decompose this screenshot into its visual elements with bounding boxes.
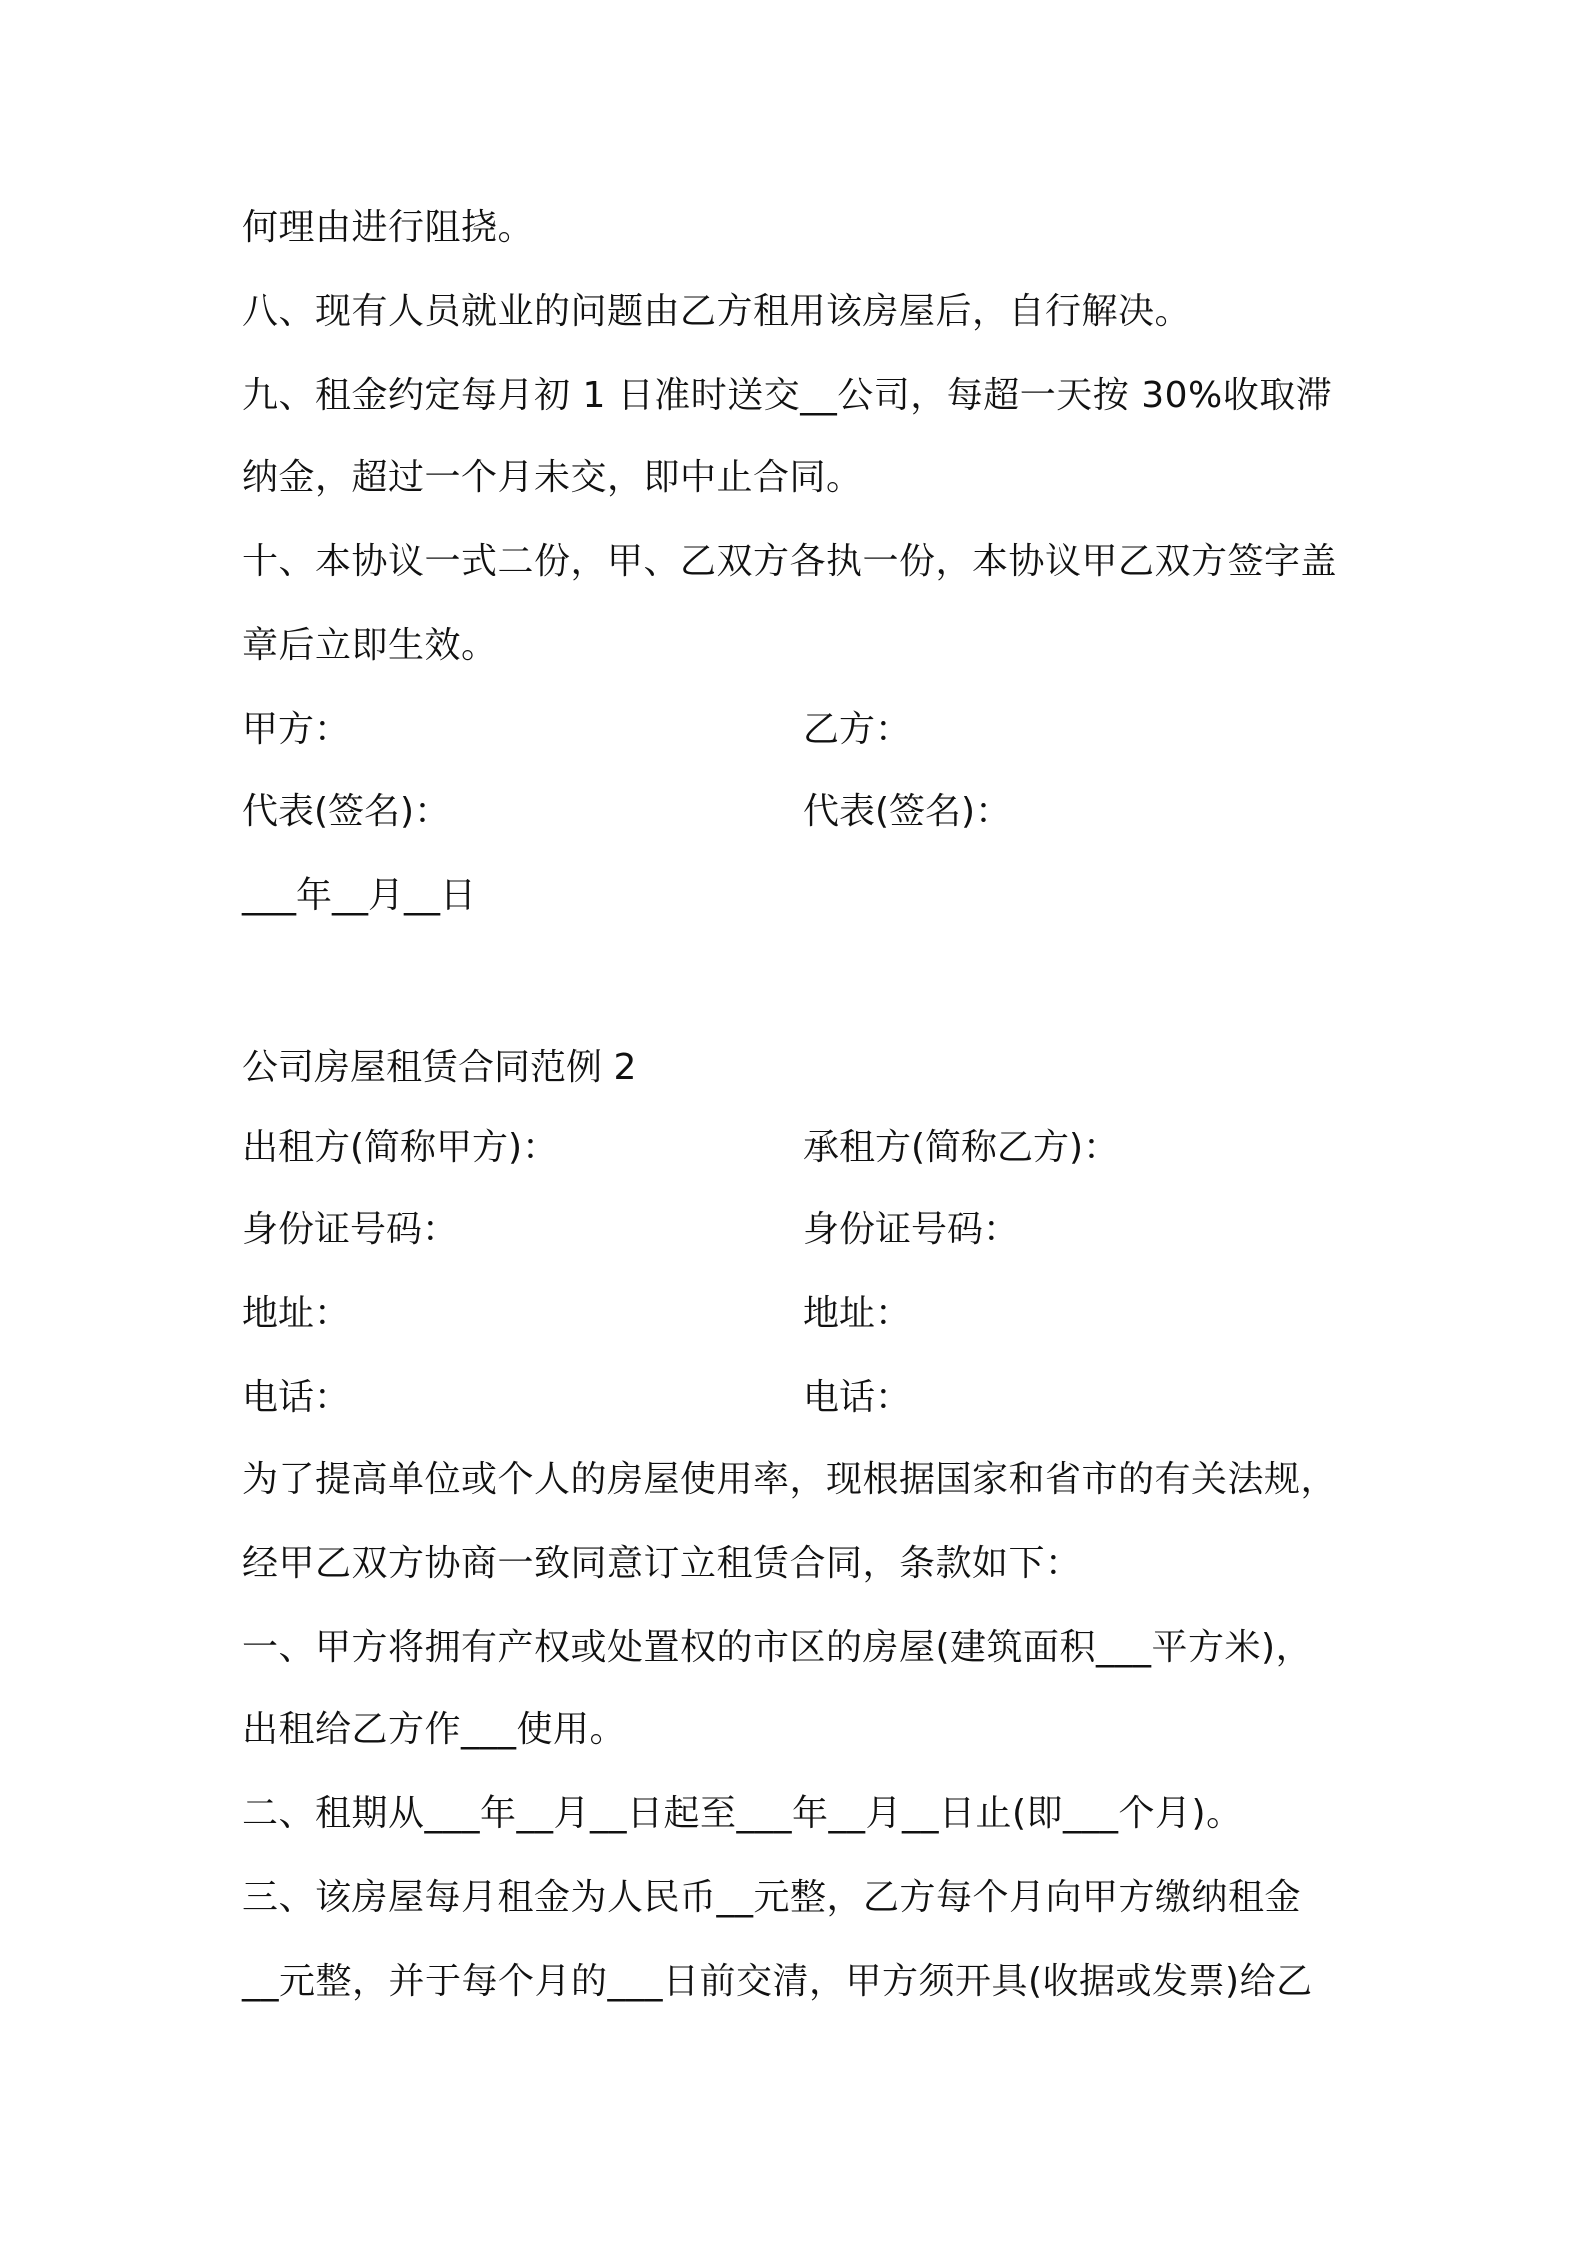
lessee-label: 承租方(简称乙方)： (803, 1127, 1120, 1168)
clause-10-line-1: 十、本协议一式二份，甲、乙双方各执一份，本协议甲乙双方签字盖 (242, 541, 1338, 582)
signature-date: ___年__月__日 (242, 875, 477, 916)
phone-b-label: 电话： (803, 1377, 912, 1418)
text-line: 何理由进行阻挠。 (242, 207, 535, 248)
party-b-label: 乙方： (803, 709, 912, 750)
clause-8: 八、现有人员就业的问题由乙方租用该房屋后，自行解决。 (242, 291, 1192, 332)
clause-9-line-1: 九、租金约定每月初 1 日准时送交__公司，每超一天按 30%收取滞 (242, 375, 1333, 416)
clause-1-line-1: 一、甲方将拥有产权或处置权的市区的房屋(建筑面积___平方米)， (242, 1627, 1313, 1668)
section-title: 公司房屋租赁合同范例 2 (242, 1047, 637, 1088)
id-number-a-label: 身份证号码： (242, 1209, 459, 1250)
party-a-label: 甲方： (242, 709, 351, 750)
clause-10-line-2: 章后立即生效。 (242, 625, 498, 666)
clause-3-line-2: __元整，并于每个月的___日前交清，甲方须开具(收据或发票)给乙 (242, 1961, 1313, 2002)
clause-3-line-1: 三、该房屋每月租金为人民币__元整，乙方每个月向甲方缴纳租金 (242, 1877, 1302, 1918)
intro-line-1: 为了提高单位或个人的房屋使用率，现根据国家和省市的有关法规， (242, 1459, 1338, 1500)
intro-line-2: 经甲乙双方协商一致同意订立租赁合同，条款如下： (242, 1543, 1082, 1584)
address-b-label: 地址： (803, 1293, 912, 1334)
clause-1-line-2: 出租给乙方作___使用。 (242, 1709, 627, 1750)
clause-9-line-2: 纳金，超过一个月未交，即中止合同。 (242, 457, 863, 498)
lessor-label: 出租方(简称甲方)： (242, 1127, 559, 1168)
clause-2: 二、租期从___年__月__日起至___年__月__日止(即___个月)。 (242, 1793, 1243, 1834)
phone-a-label: 电话： (242, 1377, 351, 1418)
id-number-b-label: 身份证号码： (803, 1209, 1020, 1250)
address-a-label: 地址： (242, 1293, 351, 1334)
rep-b-signature-label: 代表(签名)： (803, 791, 1012, 832)
rep-a-signature-label: 代表(签名)： (242, 791, 451, 832)
